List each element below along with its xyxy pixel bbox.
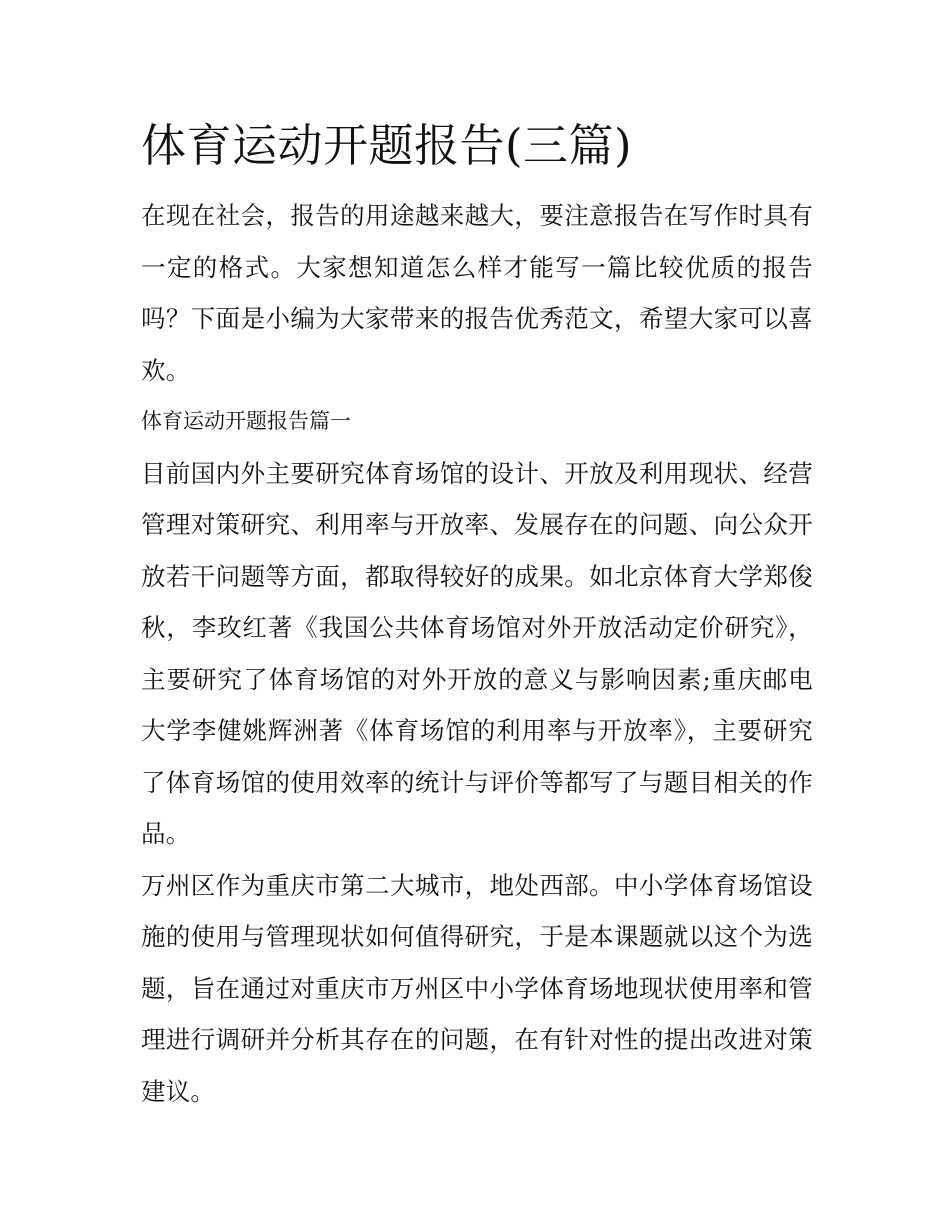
intro-paragraph: 在现在社会，报告的用途越来越大，要注意报告在写作时具有一定的格式。大家想知道怎么样才能写一篇比较优质的报告吗？下面是小编为大家带来的报告优秀范文，希望大家可以喜欢。 <box>141 201 813 385</box>
body-paragraph-2: 万州区作为重庆市第二大城市，地处西部。中小学体育场馆设施的使用与管理现状如何值得研究，于是本课题就以这个为选题，旨在通过对重庆市万州区中小学体育场地现状使用率和管理进行调研并分析其存在的问题，在有针对性的提出改进对策建议。 <box>141 870 813 1106</box>
body-paragraph-1: 目前国内外主要研究体育场馆的设计、开放及利用现状、经营管理对策研究、利用率与开放率、发展存在的问题、向公众开放若干问题等方面，都取得较好的成果。如北京体育大学郑俊秋，李玫红著《我国公共体育场馆对外开放活动定价研究》，主要研究了体育场馆的对外开放的意义与影响因素;重庆邮电大学李健姚辉洲著《体育场馆的利用率与开放率》，主要研究了体育场馆的使用效率的统计与评价等都写了与题目相关的作品。 <box>141 458 813 848</box>
section-heading: 体育运动开题报告篇一 <box>141 409 351 433</box>
document-page <box>141 108 813 1117</box>
document-title: 体育运动开题报告(三篇) <box>141 119 633 172</box>
